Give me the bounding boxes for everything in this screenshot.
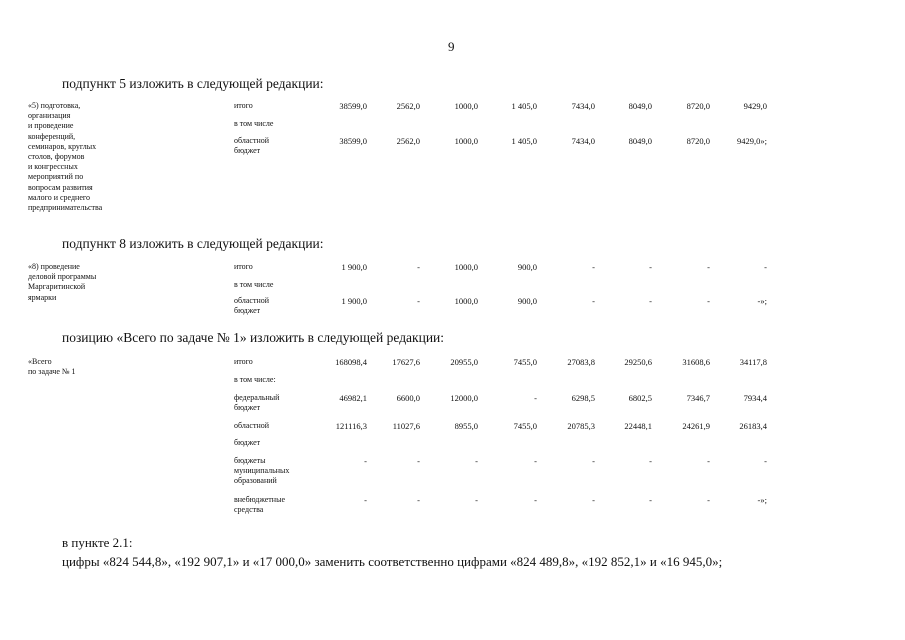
table-cell: 1 405,0	[511, 136, 537, 146]
table-cell: 900,0	[517, 262, 537, 272]
table-cell: -	[649, 456, 652, 466]
table-cell: 29250,6	[624, 357, 652, 367]
table-cell: 17627,6	[392, 357, 420, 367]
row-name: итого	[234, 101, 253, 110]
section1-heading: подпункт 5 изложить в следующей редакции:	[62, 76, 324, 91]
table-cell: -	[417, 296, 420, 306]
row-name: областной бюджет	[234, 296, 270, 316]
table-cell: 27083,8	[567, 357, 595, 367]
table-cell: 8049,0	[628, 101, 652, 111]
table-cell: 1 405,0	[511, 101, 537, 111]
table-cell: -»;	[757, 495, 767, 505]
table-cell: 46982,1	[339, 393, 367, 403]
row-name: федеральный бюджет	[234, 393, 280, 413]
table-cell: -	[649, 495, 652, 505]
table-cell: 6600,0	[396, 393, 420, 403]
final-line2: цифры «824 544,8», «192 907,1» и «17 000,0» заменить соответственно цифрами «824 489,8», «192 852,1» и «16 945,0»;	[62, 554, 723, 569]
section3-label: «Всего по задаче № 1	[28, 357, 76, 377]
table-cell: 1 900,0	[341, 262, 367, 272]
table-cell: 6298,5	[571, 393, 595, 403]
table-cell: 7455,0	[513, 421, 537, 431]
table-cell: -	[534, 495, 537, 505]
table-cell: 1000,0	[454, 101, 478, 111]
table-cell: -	[707, 296, 710, 306]
table-cell: 7346,7	[686, 393, 710, 403]
table-cell: 20785,3	[567, 421, 595, 431]
table-cell: -	[649, 296, 652, 306]
table-cell: 900,0	[517, 296, 537, 306]
table-cell: 1000,0	[454, 262, 478, 272]
table-cell: -	[707, 495, 710, 505]
table-cell: 12000,0	[450, 393, 478, 403]
table-cell: 2562,0	[396, 101, 420, 111]
table-cell: -	[649, 262, 652, 272]
table-cell: -	[592, 262, 595, 272]
table-cell: 11027,6	[392, 421, 420, 431]
row-name: итого	[234, 262, 253, 271]
table-cell: 2562,0	[396, 136, 420, 146]
table-cell: 9429,0	[743, 101, 767, 111]
table-cell: -	[764, 456, 767, 466]
table-cell: -»;	[757, 296, 767, 306]
table-cell: 7934,4	[743, 393, 767, 403]
row-name: бюджет	[234, 438, 261, 447]
table-cell: -	[417, 456, 420, 466]
table-cell: -	[364, 495, 367, 505]
table-cell: 8720,0	[686, 101, 710, 111]
row-name: областной	[234, 421, 270, 430]
table-cell: 7434,0	[571, 101, 595, 111]
table-cell: 121116,3	[335, 421, 367, 431]
row-name: в том числе	[234, 280, 274, 289]
table-cell: 22448,1	[624, 421, 652, 431]
table-cell: -	[592, 296, 595, 306]
table-cell: -	[592, 495, 595, 505]
row-name: областной бюджет	[234, 136, 270, 156]
table-cell: -	[364, 456, 367, 466]
table-cell: 38599,0	[339, 101, 367, 111]
table-cell: -	[534, 456, 537, 466]
table-cell: -	[707, 262, 710, 272]
row-name: внебюджетные средства	[234, 495, 285, 515]
table-cell: -	[764, 262, 767, 272]
row-name: в том числе	[234, 119, 274, 128]
table-cell: 38599,0	[339, 136, 367, 146]
table-cell: -	[417, 495, 420, 505]
table-cell: 34117,8	[739, 357, 767, 367]
row-name: итого	[234, 357, 253, 366]
table-cell: -	[417, 262, 420, 272]
row-name: в том числе:	[234, 375, 276, 384]
table-cell: 24261,9	[682, 421, 710, 431]
table-cell: -	[475, 456, 478, 466]
table-cell: 26183,4	[739, 421, 767, 431]
row-name: бюджеты муниципальных образований	[234, 456, 290, 486]
table-cell: 7455,0	[513, 357, 537, 367]
section2-label: «8) проведение деловой программы Маргаритинской ярмарки	[28, 262, 97, 302]
table-cell: -	[592, 456, 595, 466]
page-number: 9	[448, 39, 455, 54]
table-cell: 168098,4	[335, 357, 367, 367]
table-cell: 7434,0	[571, 136, 595, 146]
table-cell: -	[534, 393, 537, 403]
table-cell: -	[707, 456, 710, 466]
table-cell: 8955,0	[454, 421, 478, 431]
table-cell: 9429,0»;	[737, 136, 767, 146]
section2-heading: подпункт 8 изложить в следующей редакции:	[62, 236, 324, 251]
table-cell: 1000,0	[454, 296, 478, 306]
final-line1: в пункте 2.1:	[62, 535, 133, 550]
table-cell: 6802,5	[628, 393, 652, 403]
table-cell: 20955,0	[450, 357, 478, 367]
table-cell: 8049,0	[628, 136, 652, 146]
table-cell: -	[475, 495, 478, 505]
table-cell: 1 900,0	[341, 296, 367, 306]
table-cell: 31608,6	[682, 357, 710, 367]
section3-heading: позицию «Всего по задаче № 1» изложить в следующей редакции:	[62, 330, 445, 345]
section1-label: «5) подготовка, организация и проведение конференций, семинаров, круглых столов, форумов и конгрессных мероприятий по вопросам развития малого и среднего предпринимательства	[28, 101, 103, 213]
table-cell: 8720,0	[686, 136, 710, 146]
table-cell: 1000,0	[454, 136, 478, 146]
